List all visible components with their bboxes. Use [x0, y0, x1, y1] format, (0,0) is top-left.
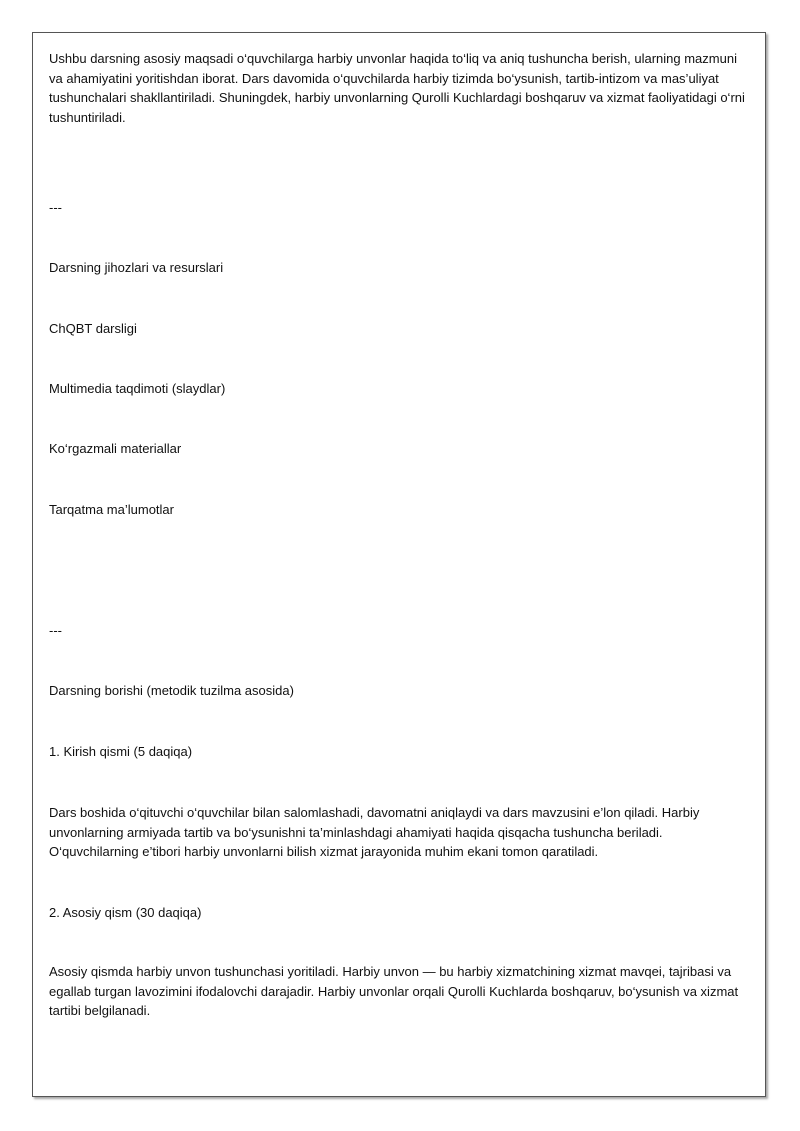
- equipment-item-textbook: ChQBT darsligi: [49, 321, 137, 336]
- intro-paragraph: Dars boshida o‘qituvchi o‘quvchilar bilan salomlashadi, davomatni aniqlaydi va dars mavzusini e’lon qiladi. Harbiy unvonlarning armiyada tartib va bo‘ysunishni ta’minlashdagi ahamiyati haqida qisqacha tushuncha beriladi. O‘quvchilarning e’tibori harbiy unvonlarni bilish xizmat jarayonida muhim ekani tomon qaratiladi.: [49, 805, 700, 859]
- main-heading: 2. Asosiy qism (30 daqiqa): [49, 905, 202, 920]
- main-paragraph: Asosiy qismda harbiy unvon tushunchasi yoritiladi. Harbiy unvon — bu harbiy xizmatchining xizmat mavqei, tajribasi va egallab turgan lavozimini ifodalovchi darajadir. Harbiy unvonlar orqali Qurolli Kuchlarda boshqaruv, bo‘ysunish va xizmat tartibi belgilanadi.: [49, 964, 739, 1018]
- separator-line-1: ---: [49, 200, 62, 215]
- equipment-item-handouts: Tarqatma ma’lumotlar: [49, 502, 174, 517]
- equipment-item-visual-materials: Ko‘rgazmali materiallar: [49, 441, 182, 456]
- document-page: [32, 32, 766, 1097]
- equipment-item-slides: Multimedia taqdimoti (slaydlar): [49, 381, 226, 396]
- equipment-heading: Darsning jihozlari va resurslari: [49, 260, 224, 275]
- separator-line-2: ---: [49, 623, 62, 638]
- intro-heading: 1. Kirish qismi (5 daqiqa): [49, 744, 193, 759]
- goal-paragraph: Ushbu darsning asosiy maqsadi o‘quvchilarga harbiy unvonlar haqida to‘liq va aniq tushuncha berish, ularning mazmuni va ahamiyatini yoritishdan iborat. Dars davomida o‘quvchilarda harbiy tizimda bo‘ysunish, tartib-intizom va mas’uliyat tushunchalari shakllantiriladi. Shuningdek, harbiy unvonlarning Qurolli Kuchlardagi boshqaruv va xizmat faoliyatidagi o‘rni tushuntiriladi.: [49, 51, 745, 125]
- process-heading: Darsning borishi (metodik tuzilma asosida): [49, 683, 294, 698]
